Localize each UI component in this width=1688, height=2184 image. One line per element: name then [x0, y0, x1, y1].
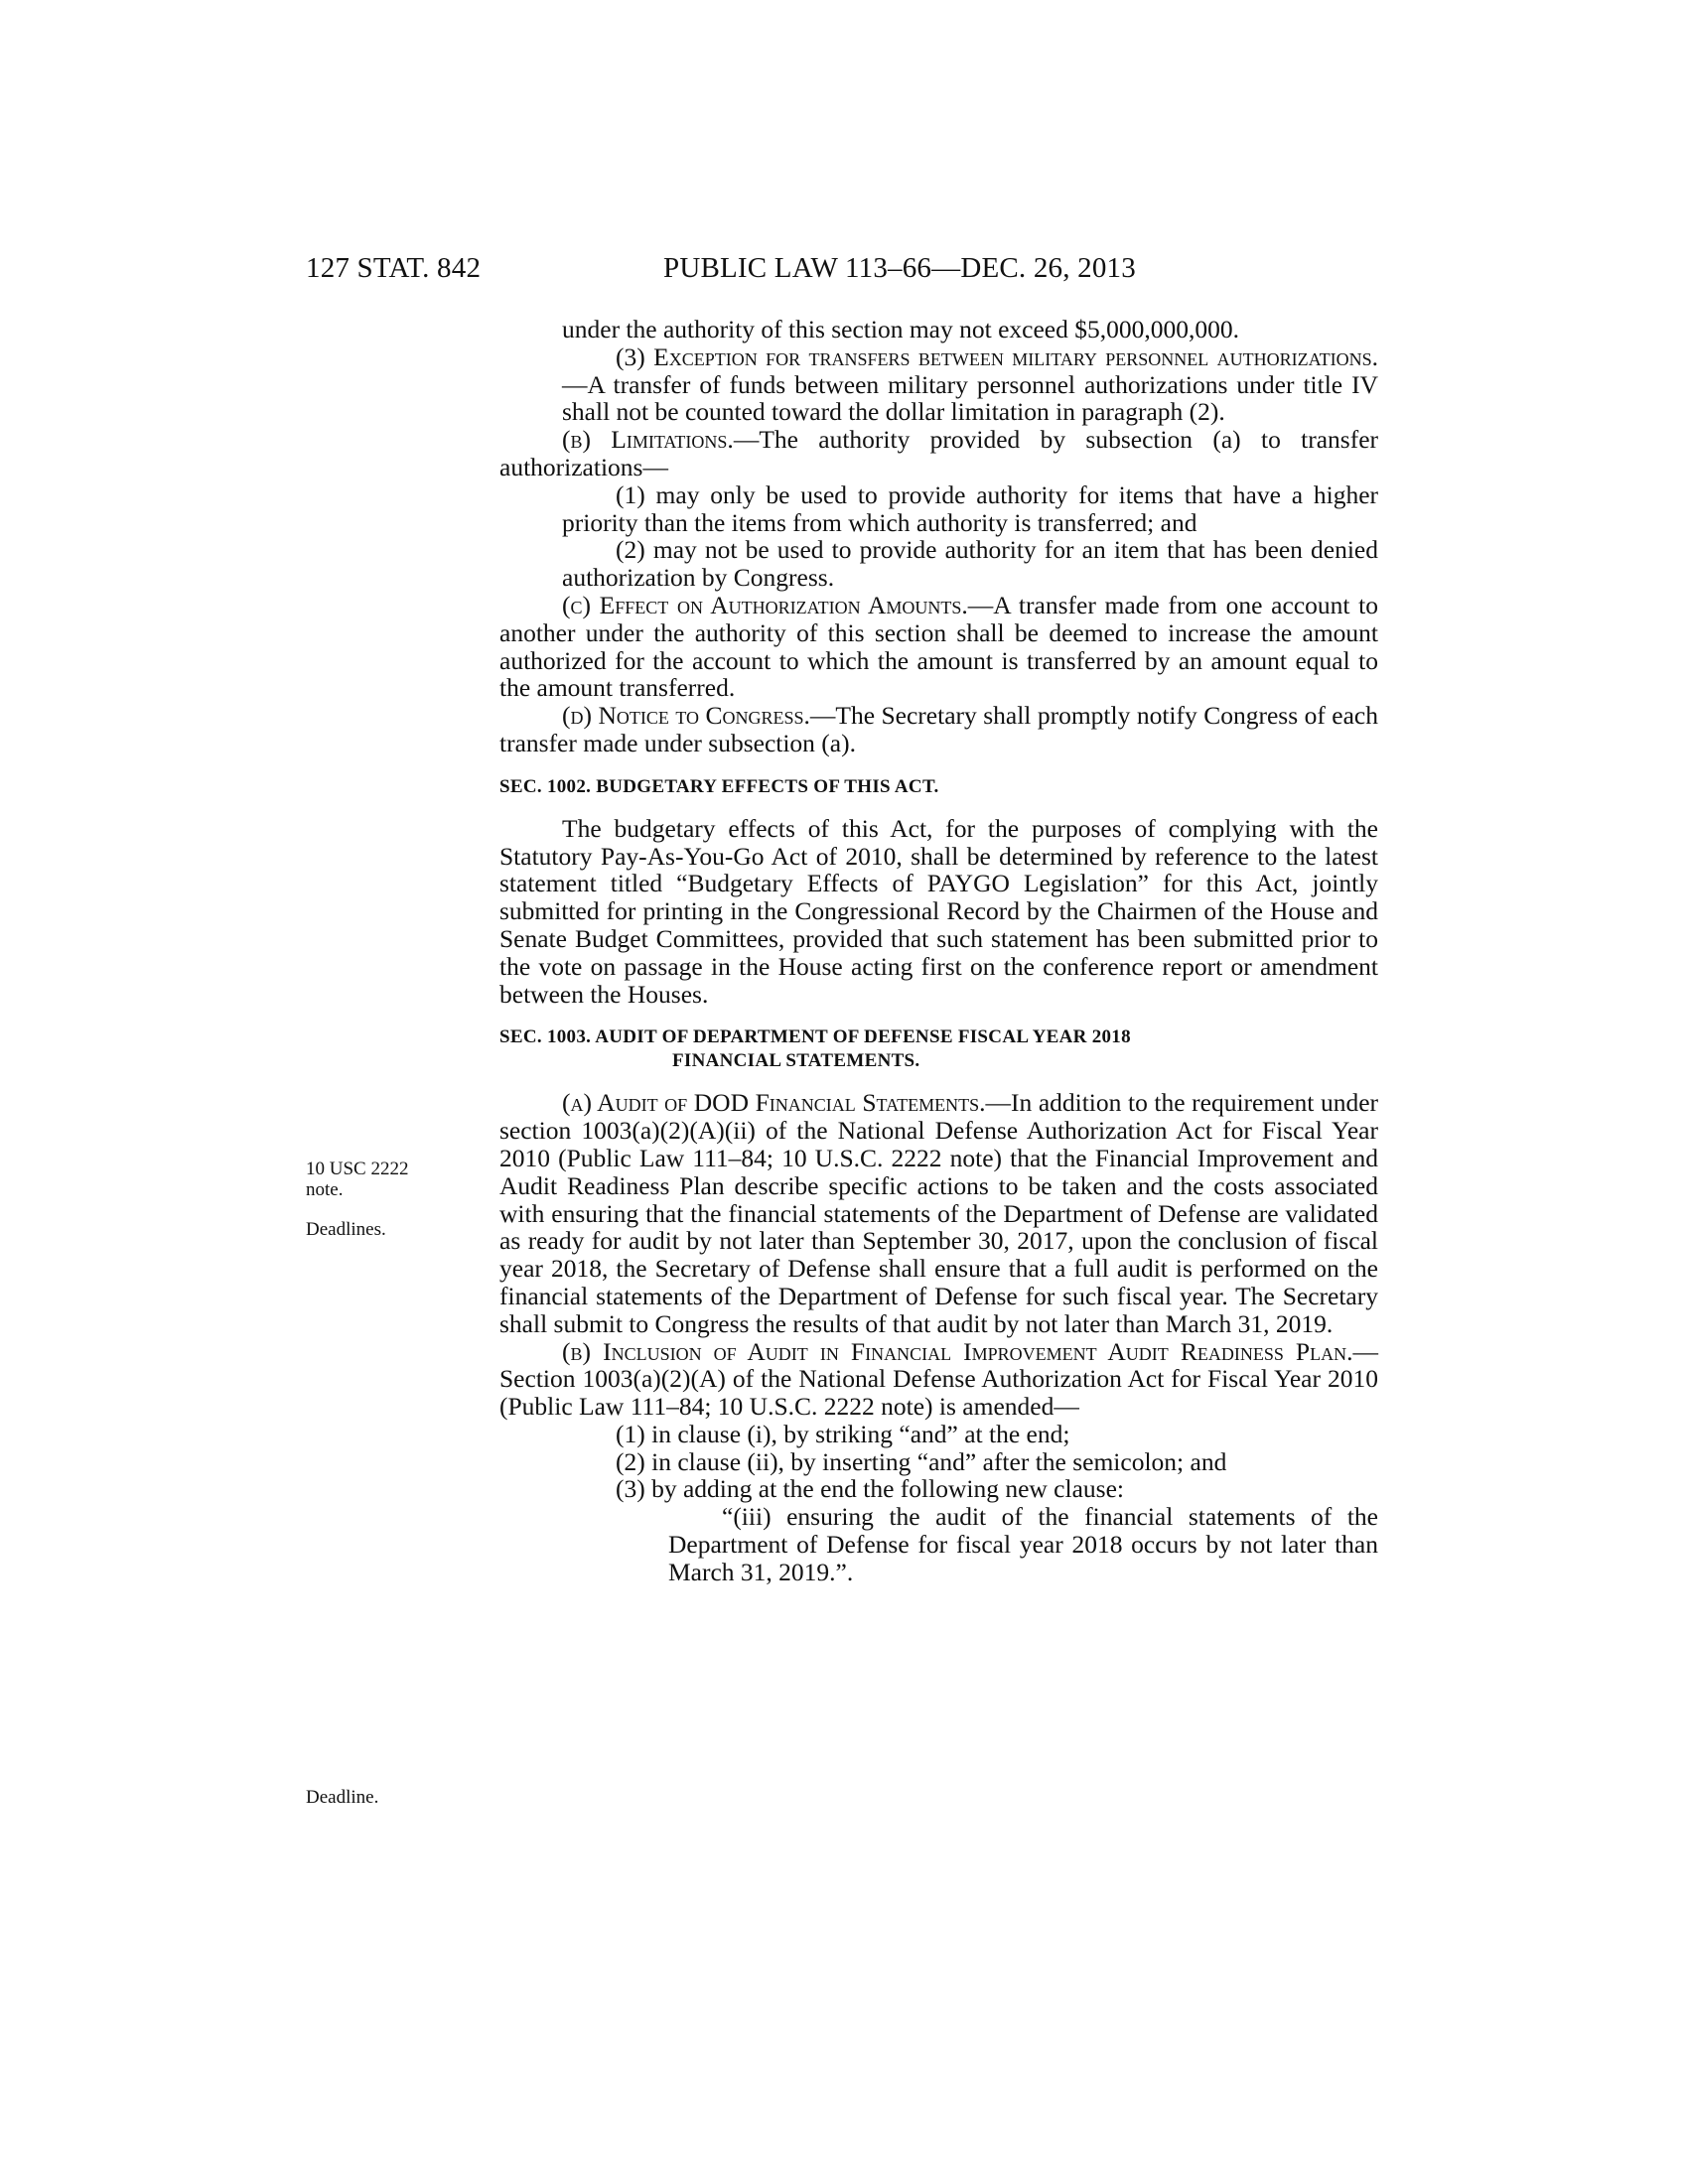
margin-note-usc — [306, 1159, 408, 1200]
section-1003-title-line2: FINANCIAL STATEMENTS. — [672, 1050, 920, 1072]
subsection-c-effect — [499, 592, 1378, 702]
margin-note-deadline: Deadline. — [306, 1787, 379, 1808]
limitation-2: (2) may not be used to provide authority for an item that has been denied authorization by Congress. — [562, 535, 1378, 593]
subsection-c-text: —A transfer made from one account to another under the authority of this section shall be deemed to increase the amount authorized for the account to which the amount is transferred by an amount equal to the amount transferred. — [499, 590, 1378, 703]
section-1003-title — [499, 1025, 1378, 1073]
subsection-b-inclusion — [499, 1338, 1378, 1421]
amendment-2: (2) in clause (ii), by inserting “and” after the semicolon; and — [616, 1446, 1227, 1476]
amendment-3: (3) by adding at the end the following new clause: — [616, 1474, 1124, 1504]
paragraph-3-heading: (3) Exception for transfers between military personnel authorizations. — [616, 341, 1378, 371]
running-head: PUBLIC LAW 113–66—DEC. 26, 2013 — [663, 252, 1136, 284]
margin-note-usc-line1: 10 USC 2222 — [306, 1159, 409, 1179]
margin-note-deadlines: Deadlines. — [306, 1219, 386, 1240]
statute-body — [499, 316, 1378, 1586]
subsection-d-text: —The Secretary shall promptly notify Congress of each transfer made under subsection (a). — [499, 701, 1378, 757]
limitation-1: (1) may only be used to provide authority for items that have a higher priority than the items from which authority is transferred; and — [562, 479, 1378, 537]
subsection-b-limitations — [499, 426, 1378, 481]
subsection-b-text: —The authority provided by subsection (a) to transfer authorizations— — [499, 425, 1378, 481]
new-clause-iii: “(iii) ensuring the audit of the financial statements of the Department of Defense for fiscal year 2018 occurs by not later than March 31, 2019.”. — [668, 1502, 1378, 1586]
paragraph-continued: under the authority of this section may not exceed $5,000,000,000. — [562, 315, 1239, 343]
subsection-a-heading: (a) Audit of DOD Financial Statements. — [562, 1088, 986, 1118]
section-1002-text: The budgetary effects of this Act, for the purposes of complying with the Statutory Pay-As-You-Go Act of 2010, shall be determined by reference to the latest statement titled “Budgetary Effects of PAYGO Legislation” for this Act, jointly submitted for printing in the Congressional Record by the Chairmen of the House and Senate Budget Committees, provided that such statement has been submitted prior to the vote on passage in the House acting first on the conference report or amendment between the Houses. — [499, 813, 1378, 1009]
amendment-1: (1) in clause (i), by striking “and” at the end; — [616, 1419, 1070, 1448]
page-stat-number: 127 STAT. 842 — [306, 252, 482, 284]
margin-note-usc-line2: note. — [306, 1179, 344, 1200]
section-1003-title-line1: SEC. 1003. AUDIT OF DEPARTMENT OF DEFENSE FISCAL YEAR 2018 — [499, 1026, 1131, 1048]
subsection-a-audit — [499, 1089, 1378, 1337]
subsection-c-heading: (c) Effect on Authorization Amounts. — [562, 590, 968, 619]
section-1002-title: SEC. 1002. BUDGETARY EFFECTS OF THIS ACT. — [499, 775, 939, 797]
paragraph-3-exception — [499, 343, 1378, 426]
subsection-d-notice — [499, 702, 1378, 757]
paragraph-3-text: —A transfer of funds between military personnel authorizations under title IV shall not be counted toward the dollar limitation in paragraph (2). — [562, 369, 1378, 427]
subsection-b-inclusion-heading: (b) Inclusion of Audit in Financial Improvement Audit Readiness Plan. — [562, 1336, 1353, 1366]
subsection-b-inclusion-text: —Section 1003(a)(2)(A) of the National Defense Authorization Act for Fiscal Year 2010 (Public Law 111–84; 10 U.S.C. 2222 note) is amended— — [499, 1336, 1378, 1422]
subsection-a-text: —In addition to the requirement under section 1003(a)(2)(A)(ii) of the National Defense Authorization Act for Fiscal Year 2010 (Public Law 111–84; 10 U.S.C. 2222 note) that the Financial Improvement and Audit Readiness Plan describe specific actions to be taken and the costs associated with ensuring that the financial statements of the Department of Defense are validated as ready for audit by not later than September 30, 2017, upon the conclusion of fiscal year 2018, the Secretary of Defense shall ensure that a full audit is performed on the financial statements of the Department of Defense for such fiscal year. The Secretary shall submit to Congress the results of that audit by not later than March 31, 2019. — [499, 1088, 1378, 1338]
subsection-d-heading: (d) Notice to Congress. — [562, 701, 810, 731]
subsection-b-heading: (b) Limitations. — [562, 425, 734, 455]
